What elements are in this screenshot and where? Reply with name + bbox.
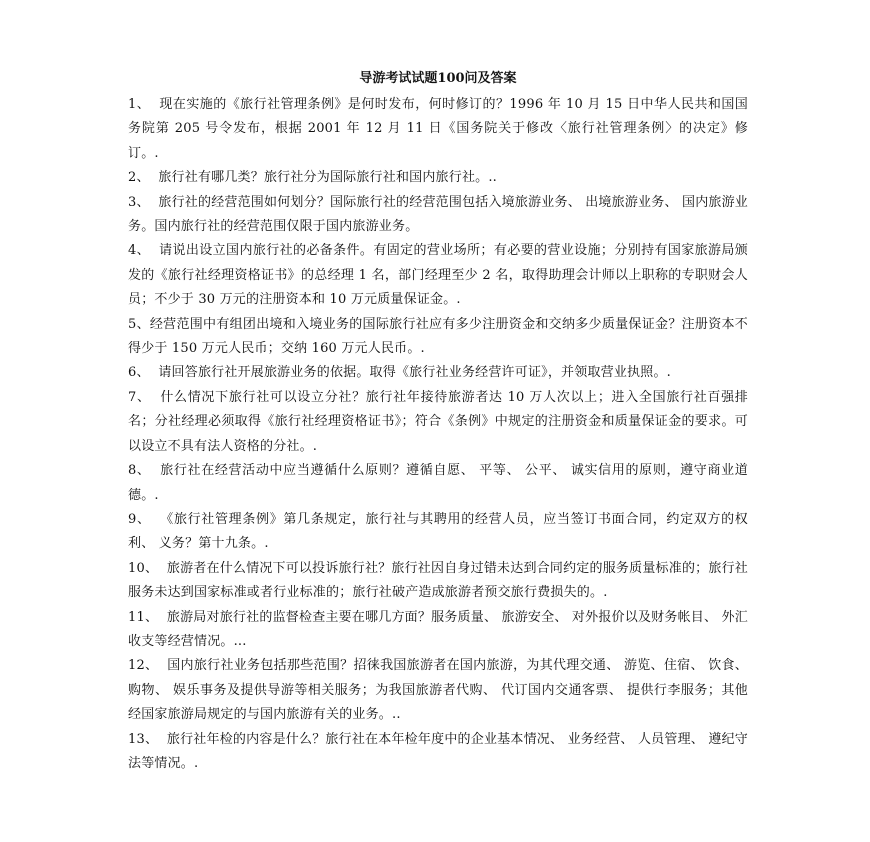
document-page — [128, 70, 748, 776]
question-item — [128, 606, 748, 655]
question-text: 请回答旅行社开展旅游业务的依据。取得《旅行社业务经营许可证》，并领取营业执照。. — [158, 365, 671, 381]
document-title: 导游考试试题100问及答案 — [359, 71, 517, 86]
question-number: 13、 — [128, 731, 159, 747]
question-number: 4、 — [128, 243, 151, 259]
question-text: 请说出设立国内旅行社的必备条件。有固定的营业场所；有必要的营业设施；分别持有国家旅游局颁发的《旅行社经理资格证书》的总经理 1 名，部门经理至少 2 名，取得助理会计师以上职称的专职财会人员；不少于 30 万元的注册资本和 10 万元质量保证金。. — [128, 243, 749, 308]
question-number: 9、 — [128, 511, 151, 527]
question-number: 1、 — [128, 97, 151, 112]
question-text: 旅行社的经营范围如何划分？国际旅行社的经营范围包括入境旅游业务、 出境旅游业务、 国内旅游业务。国内旅行社的经营范围仅限于国内旅游业务。 — [128, 194, 749, 235]
question-item — [128, 239, 748, 312]
question-number: 8、 — [128, 463, 151, 479]
question-item — [128, 93, 748, 166]
question-item — [128, 557, 748, 606]
question-item — [128, 313, 748, 362]
question-item — [128, 728, 748, 777]
question-list — [128, 93, 748, 776]
question-item — [128, 166, 748, 190]
question-text: 什么情况下旅行社可以设立分社？旅行社年接待旅游者达 10 万人次以上；进入全国旅行社百强排名；分社经理必须取得《旅行社经理资格证书》；符合《条例》中规定的注册资金和质量保证金的要求。可以设立不具有法人资格的分社。. — [128, 389, 749, 454]
question-text: 旅游局对旅行社的监督检查主要在哪几方面？服务质量、 旅游安全、 对外报价以及财务帐目、 外汇收支等经营情况。... — [128, 609, 748, 649]
question-text: 旅行社在经营活动中应当遵循什么原则？遵循自愿、 平等、 公平、 诚实信用的原则，遵守商业道德。. — [128, 463, 748, 503]
question-text: 《旅行社管理条例》第几条规定，旅行社与其聘用的经营人员，应当签订书面合同，约定双方的权利、 义务？第十九条。. — [128, 511, 748, 552]
question-number: 7、 — [128, 389, 151, 405]
question-number: 5、 — [128, 316, 150, 332]
question-number: 11、 — [128, 609, 159, 625]
question-number: 3、 — [128, 194, 150, 210]
question-text: 现在实施的《旅行社管理条例》是何时发布，何时修订的？1996 年 10 月 15 日中华人民共和国国务院第 205 号令发布，根据 2001 年 12 月 11 日《国务院关于修改〈旅行社管理条例〉的决定》修订。. — [128, 97, 748, 161]
question-text: 国内旅行社业务包括那些范围？招徕我国旅游者在国内旅游，为其代理交通、 游览、住宿、 饮食、 购物、 娱乐事务及提供导游等相关服务；为我国旅游者代购、 代订国内交通客票、 提供行李服务；其他经国家旅游局规定的与国内旅游有关的业务。.. — [128, 658, 748, 723]
question-text: 旅游者在什么情况下可以投诉旅行社？旅行社因自身过错未达到合同约定的服务质量标准的；旅行社服务未达到国家标准或者行业标准的；旅行社破产造成旅游者预交旅行费损失的。. — [128, 560, 748, 601]
question-number: 10、 — [128, 560, 159, 576]
question-item — [128, 459, 748, 508]
question-item — [128, 361, 748, 385]
question-number: 12、 — [128, 658, 159, 674]
question-number: 2、 — [128, 170, 150, 186]
question-text: 旅行社年检的内容是什么？旅行社在本年检年度中的企业基本情况、 业务经营、 人员管理、 遵纪守法等情况。. — [128, 731, 748, 771]
question-item — [128, 508, 748, 557]
question-item — [128, 386, 748, 459]
question-item — [128, 654, 748, 727]
question-text: 旅行社有哪几类？旅行社分为国际旅行社和国内旅行社。.. — [158, 170, 498, 186]
question-text: 经营范围中有组团出境和入境业务的国际旅行社应有多少注册资金和交纳多少质量保证金？注册资本不得少于 150 万元人民币；交纳 160 万元人民币。. — [128, 316, 748, 357]
question-item — [128, 191, 748, 240]
question-number: 6、 — [128, 365, 150, 381]
